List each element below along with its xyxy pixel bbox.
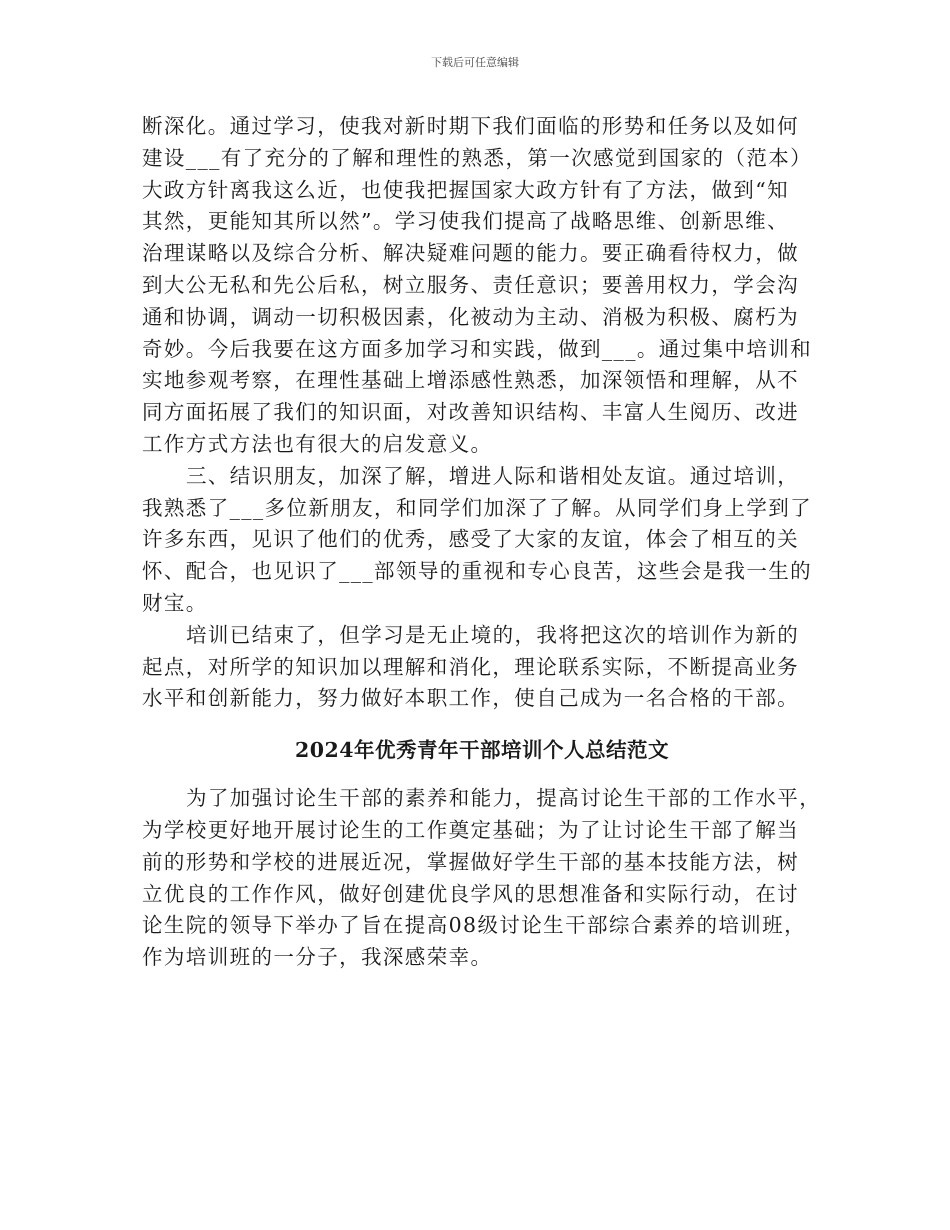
text-line: 治理谋略以及综合分析、解决疑难问题的能力。要正确看待权力，做 — [142, 241, 799, 266]
text-line: 许多东西，见识了他们的优秀，感受了大家的友谊，体会了相互的关 — [142, 527, 799, 552]
text-line: 通和协调，调动一切积极因素，化被动为主动、消极为积极、腐朽为 — [142, 304, 799, 329]
text-line: 三、结识朋友，加深了解，增进人际和谐相处友谊。通过培训， — [186, 463, 800, 488]
text-line: 财宝。 — [142, 590, 208, 615]
text-line: 奇妙。今后我要在这方面多加学习和实践，做到___。通过集中培训和 — [142, 336, 813, 361]
text-line: 培训已结束了，但学习是无止境的，我将把这次的培训作为新的 — [186, 622, 800, 647]
text-line: 为了加强讨论生干部的素养和能力，提高讨论生干部的工作水平， — [186, 786, 822, 811]
paragraph-intro — [142, 783, 822, 974]
text-line: 立优良的工作作风，做好创建优良学风的思想准备和实际行动，在讨 — [142, 881, 799, 906]
text-line: 怀、配合，也见识了___部领导的重视和专心良苦，这些会是我一生的 — [142, 559, 813, 584]
text-line: 前的形势和学校的进展近况，掌握做好学生干部的基本技能方法，树 — [142, 849, 799, 874]
paragraph-conclusion — [142, 620, 822, 715]
text-line: 大政方针离我这么近，也使我把握国家大政方针有了方法，做到“知 — [142, 177, 789, 202]
text-line: 为学校更好地开展讨论生的工作奠定基础；为了让讨论生干部了解当 — [142, 817, 799, 842]
text-line: 建设___有了充分的了解和理性的熟悉，第一次感觉到国家的（范本） — [142, 145, 813, 170]
document-title: 2024年优秀青年干部培训个人总结范文 — [294, 738, 670, 763]
document-body — [142, 111, 822, 974]
header-note: 下载后可任意编辑 — [431, 56, 519, 69]
text-line: 工作方式方法也有很大的启发意义。 — [142, 431, 493, 456]
text-line: 实地参观考察，在理性基础上增添感性熟悉，加深领悟和理解，从不 — [142, 368, 799, 393]
text-line: 断深化。通过学习，使我对新时期下我们面临的形势和任务以及如何 — [142, 114, 799, 138]
text-line: 到大公无私和先公后私，树立服务、责任意识；要善用权力，学会沟 — [142, 272, 799, 297]
text-line: 我熟悉了___多位新朋友，和同学们加深了了解。从同学们身上学到了 — [142, 495, 813, 520]
text-line: 论生院的领导下举办了旨在提高08级讨论生干部综合素养的培训班， — [142, 913, 806, 938]
paragraph-study — [142, 111, 822, 461]
text-line: 同方面拓展了我们的知识面，对改善知识结构、丰富人生阅历、改进 — [142, 400, 799, 425]
text-line: 起点，对所学的知识加以理解和消化，理论联系实际，不断提高业务 — [142, 654, 799, 679]
text-line: 作为培训班的一分子，我深感荣幸。 — [142, 945, 493, 970]
paragraph-friends — [142, 461, 822, 620]
text-line: 水平和创新能力，努力做好本职工作，使自己成为一名合格的干部。 — [142, 686, 799, 711]
text-line: 其然，更能知其所以然”。学习使我们提高了战略思维、创新思维、 — [142, 209, 789, 234]
